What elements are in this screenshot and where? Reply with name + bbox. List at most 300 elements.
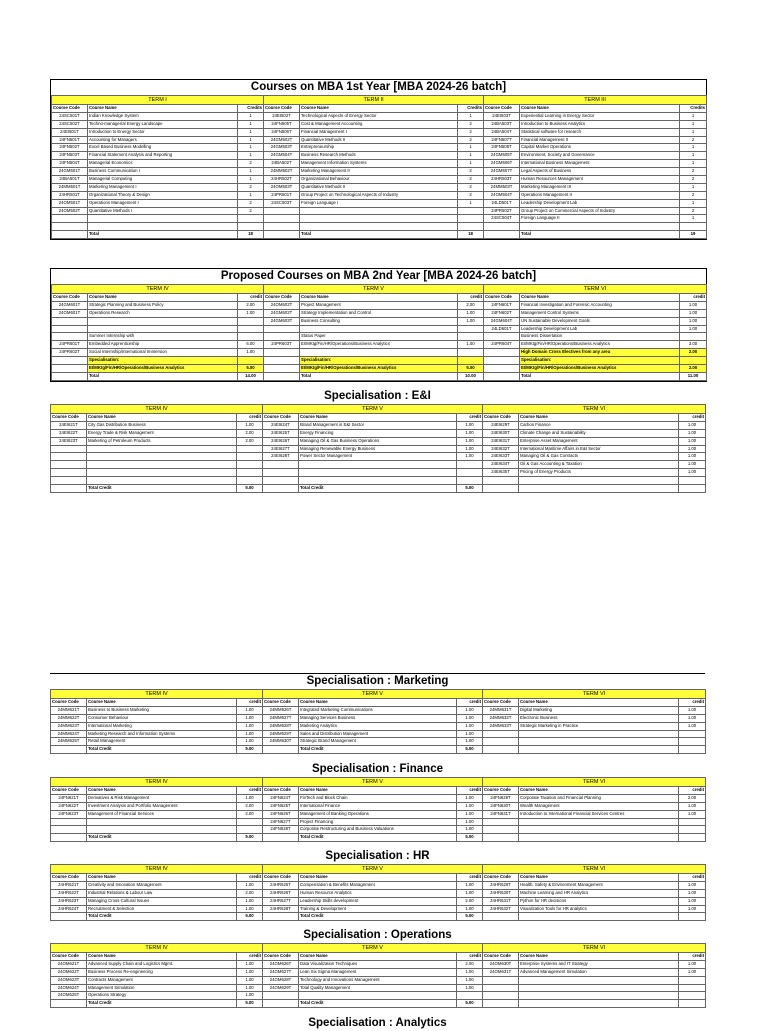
course-credit: 1.00 xyxy=(458,341,484,349)
course-credit: 1.00 xyxy=(680,309,707,317)
course-name: Business Communication I xyxy=(88,168,238,176)
term-label: TERM V xyxy=(264,285,484,294)
course-name: Retail Management xyxy=(87,738,237,746)
course-name xyxy=(87,818,237,826)
table-row xyxy=(52,231,707,239)
course-credit xyxy=(679,477,706,485)
total-cell xyxy=(264,372,300,380)
course-code xyxy=(264,333,300,341)
course-name: High Domain Cross Electives from any area xyxy=(520,349,680,357)
course-name: Pricing of Energy Products xyxy=(519,469,679,477)
total-cell xyxy=(519,913,679,921)
course-code: 24EI626T xyxy=(263,437,299,445)
course-code: 24FN627T xyxy=(263,818,299,826)
term-label: TERM V xyxy=(263,405,483,414)
term-label: TERM IV xyxy=(51,778,263,787)
column-header: credit xyxy=(237,699,263,707)
total-cell xyxy=(51,834,87,842)
course-code: 24EI632T xyxy=(483,445,519,453)
course-code: 24FN503T xyxy=(52,152,88,160)
column-header: credit xyxy=(679,953,706,961)
spec-ei-section xyxy=(50,389,705,493)
course-credit xyxy=(237,818,263,826)
course-code: 24FN626T xyxy=(263,810,299,818)
total-cell: 5.00 xyxy=(237,746,263,754)
total-cell: Total Credit xyxy=(299,1000,457,1008)
first-year-title: Courses on MBA 1st Year [MBA 2024-26 batch] xyxy=(250,81,507,93)
term-label: TERM IV xyxy=(52,285,264,294)
course-code xyxy=(484,333,520,341)
course-credit: 18 xyxy=(238,231,264,239)
course-credit: 1.00 xyxy=(679,453,706,461)
column-header: credit xyxy=(458,294,484,302)
course-credit: 1.00 xyxy=(237,905,263,913)
column-header: credit xyxy=(457,787,483,795)
course-code: 24EI621T xyxy=(51,421,87,429)
course-name: Creativity and Innovation Management xyxy=(87,881,237,889)
total-cell: 5.00 xyxy=(457,1000,483,1008)
total-cell: 5.00 xyxy=(457,746,483,754)
course-name: Business to Business Marketing xyxy=(87,706,237,714)
course-credit: 1.00 xyxy=(457,706,483,714)
course-name: Electronic Business xyxy=(519,714,679,722)
course-name: Managerial Computing xyxy=(88,176,238,184)
column-header-row xyxy=(51,699,706,707)
table-row xyxy=(51,738,706,746)
course-code: 24HR628T xyxy=(263,905,299,913)
course-credit xyxy=(238,357,264,365)
course-code: 24FN622T xyxy=(51,802,87,810)
course-code: 24LD601T xyxy=(484,325,520,333)
course-credit xyxy=(458,333,484,341)
course-credit: 1 xyxy=(680,120,707,128)
course-code: 24OM504T xyxy=(484,191,520,199)
course-code: 24HR624T xyxy=(51,905,87,913)
course-code xyxy=(51,453,87,461)
total-cell xyxy=(263,834,299,842)
table-row xyxy=(52,349,707,357)
course-name: International Business Management xyxy=(520,160,680,168)
course-name: Human Resources Management xyxy=(520,176,680,184)
course-code: 24OM629T xyxy=(263,984,299,992)
course-name xyxy=(87,445,237,453)
course-code: 24EI625T xyxy=(263,429,299,437)
course-name: EI/MKtg/Fin/HR/Operations/Business Analytics xyxy=(520,365,680,373)
course-name xyxy=(88,223,238,231)
course-name: Operations Strategy xyxy=(87,992,237,1000)
course-name xyxy=(87,477,237,485)
total-cell: 5.00 xyxy=(237,913,263,921)
term-header-row xyxy=(52,96,707,105)
term-label: TERM V xyxy=(263,778,483,787)
course-name: Wealth Management xyxy=(519,802,679,810)
course-name: Organizational Theory & Design xyxy=(88,191,238,199)
course-name xyxy=(519,738,679,746)
course-code: 24GM501T xyxy=(52,168,88,176)
course-credit xyxy=(238,223,264,231)
course-name: International Maritime Affairs in E&I Sector xyxy=(519,445,679,453)
course-code: 24HR626T xyxy=(263,889,299,897)
course-name xyxy=(519,730,679,738)
course-code: 24FN602T xyxy=(484,309,520,317)
course-name: Business Consulting xyxy=(300,317,458,325)
course-credit xyxy=(237,453,263,461)
course-credit: 1.00 xyxy=(457,881,483,889)
course-credit: 1.00 xyxy=(237,968,263,976)
course-code xyxy=(51,445,87,453)
course-code: 24GM604T xyxy=(484,317,520,325)
course-credit: 1 xyxy=(238,120,264,128)
course-name: Human Resource Analytics xyxy=(299,889,457,897)
course-credit: 1.00 xyxy=(679,421,706,429)
course-credit: 5.00 xyxy=(458,365,484,373)
table-row xyxy=(52,168,707,176)
course-name: Managing Services Business xyxy=(299,714,457,722)
course-name: Climate Change and Sustainability xyxy=(519,429,679,437)
term-label: TERM III xyxy=(484,96,707,105)
table-row xyxy=(52,144,707,152)
course-name: Experiential Learning in Energy Sector xyxy=(520,112,680,120)
course-name: Machine Learning and HR Analytics xyxy=(519,889,679,897)
course-code: 24HR623T xyxy=(51,897,87,905)
course-name: Leadership Skills development xyxy=(299,897,457,905)
course-code: 24HR625T xyxy=(263,881,299,889)
course-code: 24MM621T xyxy=(51,706,87,714)
course-credit: 1.00 xyxy=(237,706,263,714)
course-code xyxy=(263,992,299,1000)
table-row xyxy=(51,881,706,889)
first-year-table xyxy=(51,95,707,239)
total-cell xyxy=(519,1000,679,1008)
column-header: Course Name xyxy=(87,874,237,882)
second-year-title: Proposed Courses on MBA 2nd Year [MBA 2024-26 batch] xyxy=(220,270,537,282)
course-code xyxy=(484,357,520,365)
course-name: Project Management xyxy=(300,301,458,309)
course-name: Quantitative Methods II xyxy=(300,136,458,144)
course-credit: 1.00 xyxy=(237,738,263,746)
course-code: 24HR503T xyxy=(484,176,520,184)
course-credit xyxy=(679,976,706,984)
course-code: 24OM626T xyxy=(263,960,299,968)
course-code: 24MM627T xyxy=(263,714,299,722)
course-credit: 1.00 xyxy=(679,706,706,714)
course-credit: 2.00 xyxy=(680,365,707,373)
course-code: 24FN625T xyxy=(263,802,299,810)
course-credit: 1.00 xyxy=(237,722,263,730)
column-header: Course Code xyxy=(263,787,299,795)
course-code xyxy=(484,231,520,239)
course-code: 24EI622T xyxy=(51,429,87,437)
spec-operations-title: Specialisation : Operations xyxy=(303,929,452,941)
course-credit: 1 xyxy=(238,168,264,176)
course-code: 24EI630T xyxy=(483,429,519,437)
total-cell xyxy=(483,485,519,493)
total-cell xyxy=(679,485,706,493)
course-code: 24MM501T xyxy=(52,183,88,191)
course-code: 24HR631T xyxy=(483,897,519,905)
course-name: Python for HR decisions xyxy=(519,897,679,905)
course-name: Management of Financial Services xyxy=(87,810,237,818)
course-name xyxy=(87,461,237,469)
course-credit xyxy=(238,333,264,341)
course-code: 24FN601T xyxy=(484,301,520,309)
course-credit: 1 xyxy=(680,183,707,191)
course-name xyxy=(519,992,679,1000)
course-code xyxy=(52,365,88,373)
course-credit: 1.00 xyxy=(680,325,707,333)
course-credit: 1.00 xyxy=(457,976,483,984)
course-name: Specialisation: xyxy=(88,357,238,365)
course-name: Marketing of Petroleum Products xyxy=(87,437,237,445)
column-header: credit xyxy=(237,787,263,795)
course-name: Data Visualization Techniques xyxy=(299,960,457,968)
course-credit: 1.00 xyxy=(237,976,263,984)
column-header: Course Code xyxy=(52,105,88,113)
course-code: 24GM503T xyxy=(264,144,300,152)
course-name: Digital Marketing xyxy=(519,706,679,714)
column-header: Course Name xyxy=(88,294,238,302)
course-name: Training & Development xyxy=(299,905,457,913)
column-header-row xyxy=(51,414,706,422)
course-name xyxy=(88,325,238,333)
term-label: TERM I xyxy=(52,96,264,105)
course-credit: 1.00 xyxy=(679,429,706,437)
course-credit: 1.00 xyxy=(457,968,483,976)
column-header: credit xyxy=(457,699,483,707)
term-label: TERM VI xyxy=(483,690,706,699)
course-credit: 2 xyxy=(458,191,484,199)
course-code: 24EI503T xyxy=(484,112,520,120)
table-row xyxy=(52,176,707,184)
course-code: 24FN502T xyxy=(52,144,88,152)
course-name: Energy Financing xyxy=(299,429,457,437)
course-name: Operations Management II xyxy=(520,191,680,199)
total-cell: Total Credit xyxy=(87,834,237,842)
total-cell: 5.00 xyxy=(237,1000,263,1008)
column-header: credit xyxy=(238,294,264,302)
course-code: 24LD501T xyxy=(484,199,520,207)
course-name: Organizational Behaviour xyxy=(300,176,458,184)
course-credit xyxy=(679,738,706,746)
column-header: Course Code xyxy=(263,874,299,882)
column-header: Course Name xyxy=(519,874,679,882)
course-code: 24EI631T xyxy=(483,437,519,445)
table-row xyxy=(51,714,706,722)
course-credit xyxy=(237,469,263,477)
course-code: 24GM601T xyxy=(52,301,88,309)
table-row xyxy=(51,992,706,1000)
course-code: 24OM624T xyxy=(51,984,87,992)
spec-ei-table xyxy=(50,404,706,493)
course-code: 24MM622T xyxy=(51,714,87,722)
course-credit: 2.00 xyxy=(237,802,263,810)
table-row xyxy=(52,199,707,207)
term-header-row xyxy=(51,778,706,787)
course-code xyxy=(264,365,300,373)
column-header: Course Code xyxy=(264,294,300,302)
course-name: Sales and Distribution Management xyxy=(299,730,457,738)
total-cell xyxy=(679,913,706,921)
course-credit: 18 xyxy=(458,231,484,239)
table-row xyxy=(51,960,706,968)
course-name xyxy=(519,818,679,826)
course-name xyxy=(519,984,679,992)
course-code xyxy=(483,730,519,738)
column-header: Course Code xyxy=(51,953,87,961)
spec-ei-title: Specialisation : E&I xyxy=(324,390,431,402)
course-name: Financial Management I xyxy=(300,128,458,136)
course-name: Marketing Management II xyxy=(300,168,458,176)
course-credit: 2.00 xyxy=(237,889,263,897)
course-code xyxy=(483,984,519,992)
course-credit: 1.00 xyxy=(679,897,706,905)
course-credit xyxy=(457,461,483,469)
total-cell xyxy=(51,746,87,754)
course-credit xyxy=(458,357,484,365)
course-credit: 1 xyxy=(458,152,484,160)
course-name: Accounting for Managers xyxy=(88,136,238,144)
course-name xyxy=(519,477,679,485)
course-credit: 1.00 xyxy=(680,317,707,325)
course-name: Foreign Language I xyxy=(300,199,458,207)
course-credit xyxy=(458,215,484,223)
course-credit xyxy=(679,818,706,826)
term-label: TERM VI xyxy=(483,778,706,787)
course-credit: 1 xyxy=(680,215,707,223)
column-header: credit xyxy=(680,294,707,302)
course-code: 24GM505T xyxy=(484,152,520,160)
total-cell xyxy=(51,485,87,493)
course-credit: 1 xyxy=(680,199,707,207)
course-code xyxy=(52,317,88,325)
total-cell: 11.00 xyxy=(680,372,707,380)
course-name xyxy=(519,976,679,984)
course-credit: 1.00 xyxy=(458,309,484,317)
course-credit xyxy=(457,477,483,485)
course-code xyxy=(483,818,519,826)
total-cell: Total xyxy=(300,372,458,380)
total-cell xyxy=(484,372,520,380)
course-name: Introduction to International Financial Services Centres xyxy=(519,810,679,818)
course-credit: 1.00 xyxy=(237,960,263,968)
course-name xyxy=(300,207,458,215)
course-code: 24FN624T xyxy=(263,794,299,802)
course-code: 24HR632T xyxy=(483,905,519,913)
course-credit: 1.00 xyxy=(679,802,706,810)
spec-analytics-title: Specialisation : Analytics xyxy=(308,1017,447,1029)
course-name xyxy=(299,469,457,477)
course-credit xyxy=(238,215,264,223)
column-header: Credits xyxy=(680,105,707,113)
course-credit xyxy=(457,469,483,477)
course-name xyxy=(88,317,238,325)
course-code: 24FN508T xyxy=(484,144,520,152)
total-cell xyxy=(51,913,87,921)
total-cell: 5.00 xyxy=(457,913,483,921)
course-name: Total xyxy=(88,231,238,239)
total-cell: 5.00 xyxy=(457,834,483,842)
column-header: Course Name xyxy=(87,953,237,961)
course-credit: 1 xyxy=(458,199,484,207)
course-code xyxy=(264,231,300,239)
course-credit: 2 xyxy=(238,183,264,191)
course-name: Business Process Re-engineering xyxy=(87,968,237,976)
course-name: Corporate Restructuring and Business Valuations xyxy=(299,826,457,834)
table-row xyxy=(51,730,706,738)
table-row xyxy=(52,136,707,144)
course-credit: 3.00 xyxy=(680,341,707,349)
course-name: EI/MKtg/Fin/HR/Operations/Business Analytics xyxy=(300,365,458,373)
term-label: TERM VI xyxy=(483,865,706,874)
total-cell: Total Credit xyxy=(87,485,237,493)
course-name: Marketing Management III xyxy=(520,183,680,191)
course-name: Business Research Methods xyxy=(300,152,458,160)
column-header: credit xyxy=(679,874,706,882)
course-credit: 2 xyxy=(458,176,484,184)
course-credit: 1.00 xyxy=(457,722,483,730)
term-label: TERM IV xyxy=(51,405,263,414)
table-row xyxy=(51,897,706,905)
course-credit: 2.00 xyxy=(458,301,484,309)
course-code: 24EI629T xyxy=(483,421,519,429)
course-code: 24HR630T xyxy=(483,889,519,897)
course-credit: 1 xyxy=(238,191,264,199)
course-code: 24EI628T xyxy=(263,453,299,461)
course-code: 24HR622T xyxy=(51,889,87,897)
column-header: Course Code xyxy=(263,953,299,961)
table-row xyxy=(51,818,706,826)
course-code: 24BA502T xyxy=(264,160,300,168)
course-code: 24MM628T xyxy=(263,722,299,730)
course-code: 24HR627T xyxy=(263,897,299,905)
course-code xyxy=(52,215,88,223)
course-credit: 2 xyxy=(680,176,707,184)
table-row xyxy=(51,802,706,810)
column-header: credit xyxy=(679,787,706,795)
course-credit: 1.00 xyxy=(237,794,263,802)
course-name: Strategic Marketing in Practice xyxy=(519,722,679,730)
course-credit: 1.00 xyxy=(457,738,483,746)
course-name: Foreign Language II xyxy=(520,215,680,223)
course-name: Summer Internship with xyxy=(88,333,238,341)
column-header: Course Code xyxy=(483,414,519,422)
table-row xyxy=(51,477,706,485)
total-cell: 5.00 xyxy=(457,485,483,493)
column-header: Course Code xyxy=(51,699,87,707)
course-credit: 1.00 xyxy=(237,730,263,738)
course-code: 24SC503T xyxy=(264,199,300,207)
course-code xyxy=(483,826,519,834)
course-code xyxy=(264,349,300,357)
course-code: 24OM621T xyxy=(51,960,87,968)
course-credit: 6.00 xyxy=(238,341,264,349)
course-code: 24OM627T xyxy=(263,968,299,976)
column-header-row xyxy=(51,787,706,795)
course-name: Enterprise Systems and IT Strategy xyxy=(519,960,679,968)
course-code: 24MM625T xyxy=(51,738,87,746)
course-credit xyxy=(238,317,264,325)
course-name: Leadership Development Lab xyxy=(520,325,680,333)
course-name: Management Information Systems xyxy=(300,160,458,168)
course-code: 24EI633T xyxy=(483,453,519,461)
course-name: Energy Trade & Risk Management xyxy=(87,429,237,437)
course-name: Specialisation: xyxy=(520,357,680,365)
course-code xyxy=(483,738,519,746)
course-code: 24EI623T xyxy=(51,437,87,445)
total-cell: Total Credit xyxy=(299,485,457,493)
course-credit: 1.00 xyxy=(457,810,483,818)
total-cell xyxy=(483,1000,519,1008)
